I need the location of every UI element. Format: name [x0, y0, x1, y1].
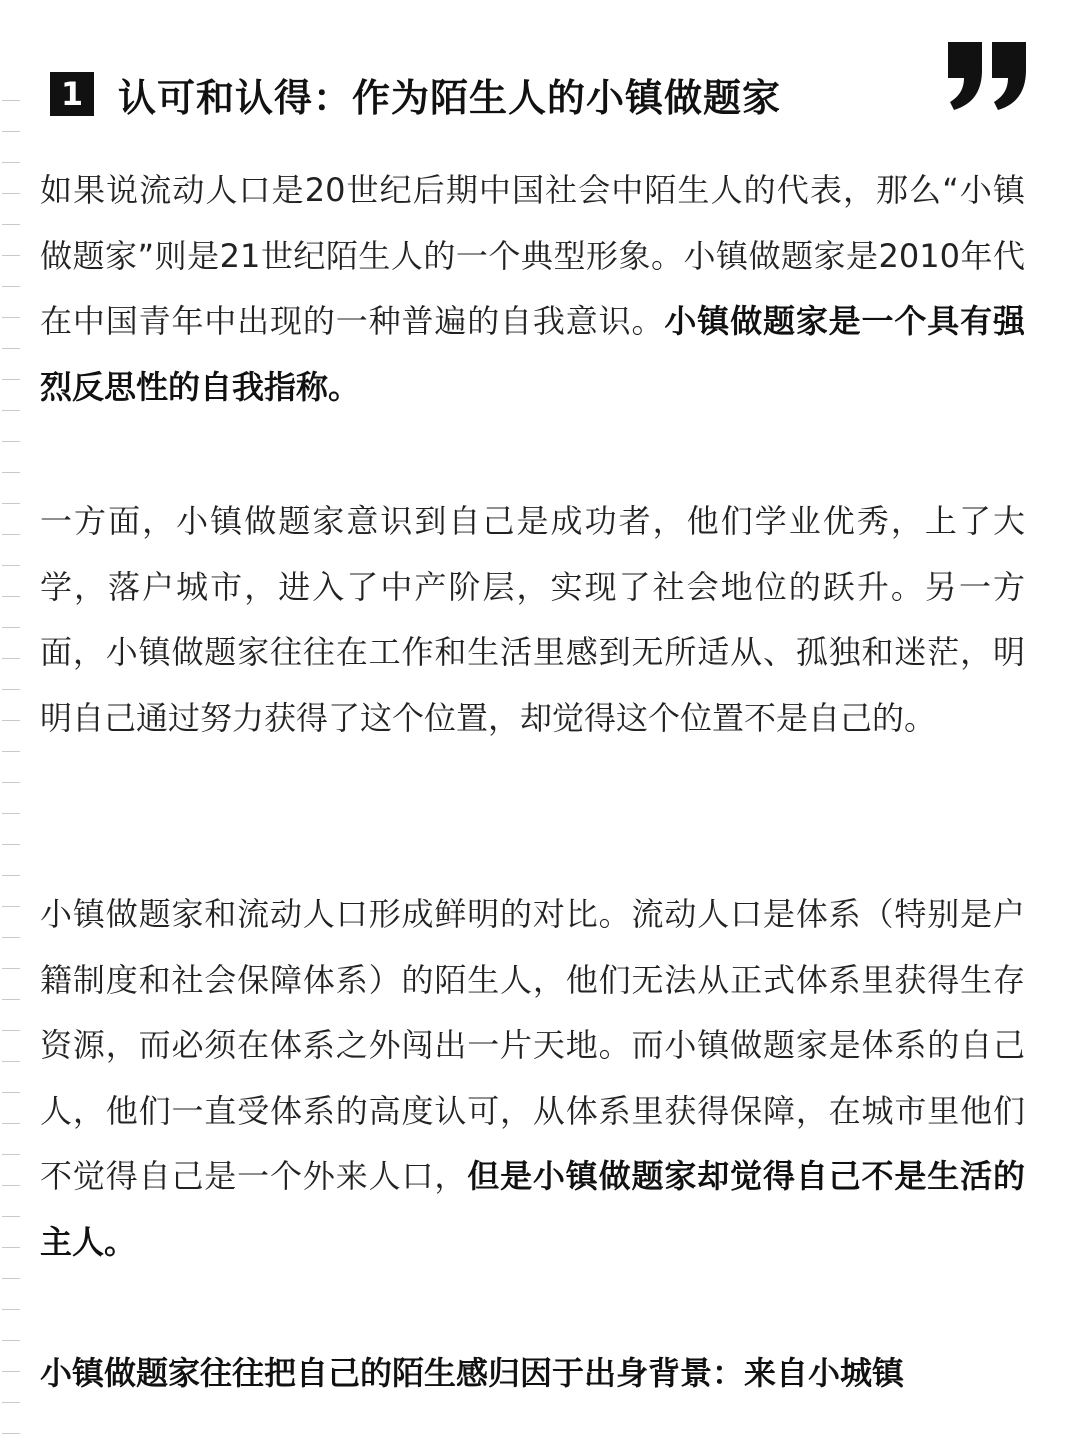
paragraph-1	[40, 158, 1025, 420]
paragraph-4	[40, 1341, 1025, 1407]
section-number-badge: 1	[50, 72, 94, 116]
margin-ruled-lines	[2, 100, 20, 1440]
paragraph-3-emphasis: 但是小镇做题家却觉得自己不是生活的主人。	[40, 1157, 1025, 1261]
paragraph-1-emphasis: 小镇做题家是一个具有强烈反思性的自我指称。	[40, 302, 1025, 406]
paragraph-1-text: 如果说流动人口是20世纪后期中国社会中陌生人的代表，那么“小镇做题家”则是21世纪陌生人的一个典型形象。小镇做题家是2010年代在中国青年中出现的一种普遍的自我意识。	[40, 171, 1025, 340]
closing-quote-icon	[944, 40, 1030, 112]
paragraph-3	[40, 882, 1025, 1275]
paragraph-2	[40, 489, 1025, 751]
paragraph-4-emphasis: 小镇做题家往往把自己的陌生感归因于出身背景：来自小城镇	[40, 1354, 905, 1392]
section-title: 认可和认得：作为陌生人的小镇做题家	[118, 75, 782, 120]
paragraph-3-text: 小镇做题家和流动人口形成鲜明的对比。流动人口是体系（特别是户籍制度和社会保障体系）的陌生人，他们无法从正式体系里获得生存资源，而必须在体系之外闯出一片天地。而小镇做题家是体系的自己人，他们一直受体系的高度认可，从体系里获得保障，在城市里他们不觉得自己是一个外来人口，	[40, 895, 1025, 1195]
paragraph-2-text: 一方面，小镇做题家意识到自己是成功者，他们学业优秀，上了大学，落户城市，进入了中产阶层，实现了社会地位的跃升。另一方面，小镇做题家往往在工作和生活里感到无所适从、孤独和迷茫，明明自己通过努力获得了这个位置，却觉得这个位置不是自己的。	[40, 502, 1025, 737]
section-heading	[50, 66, 781, 122]
